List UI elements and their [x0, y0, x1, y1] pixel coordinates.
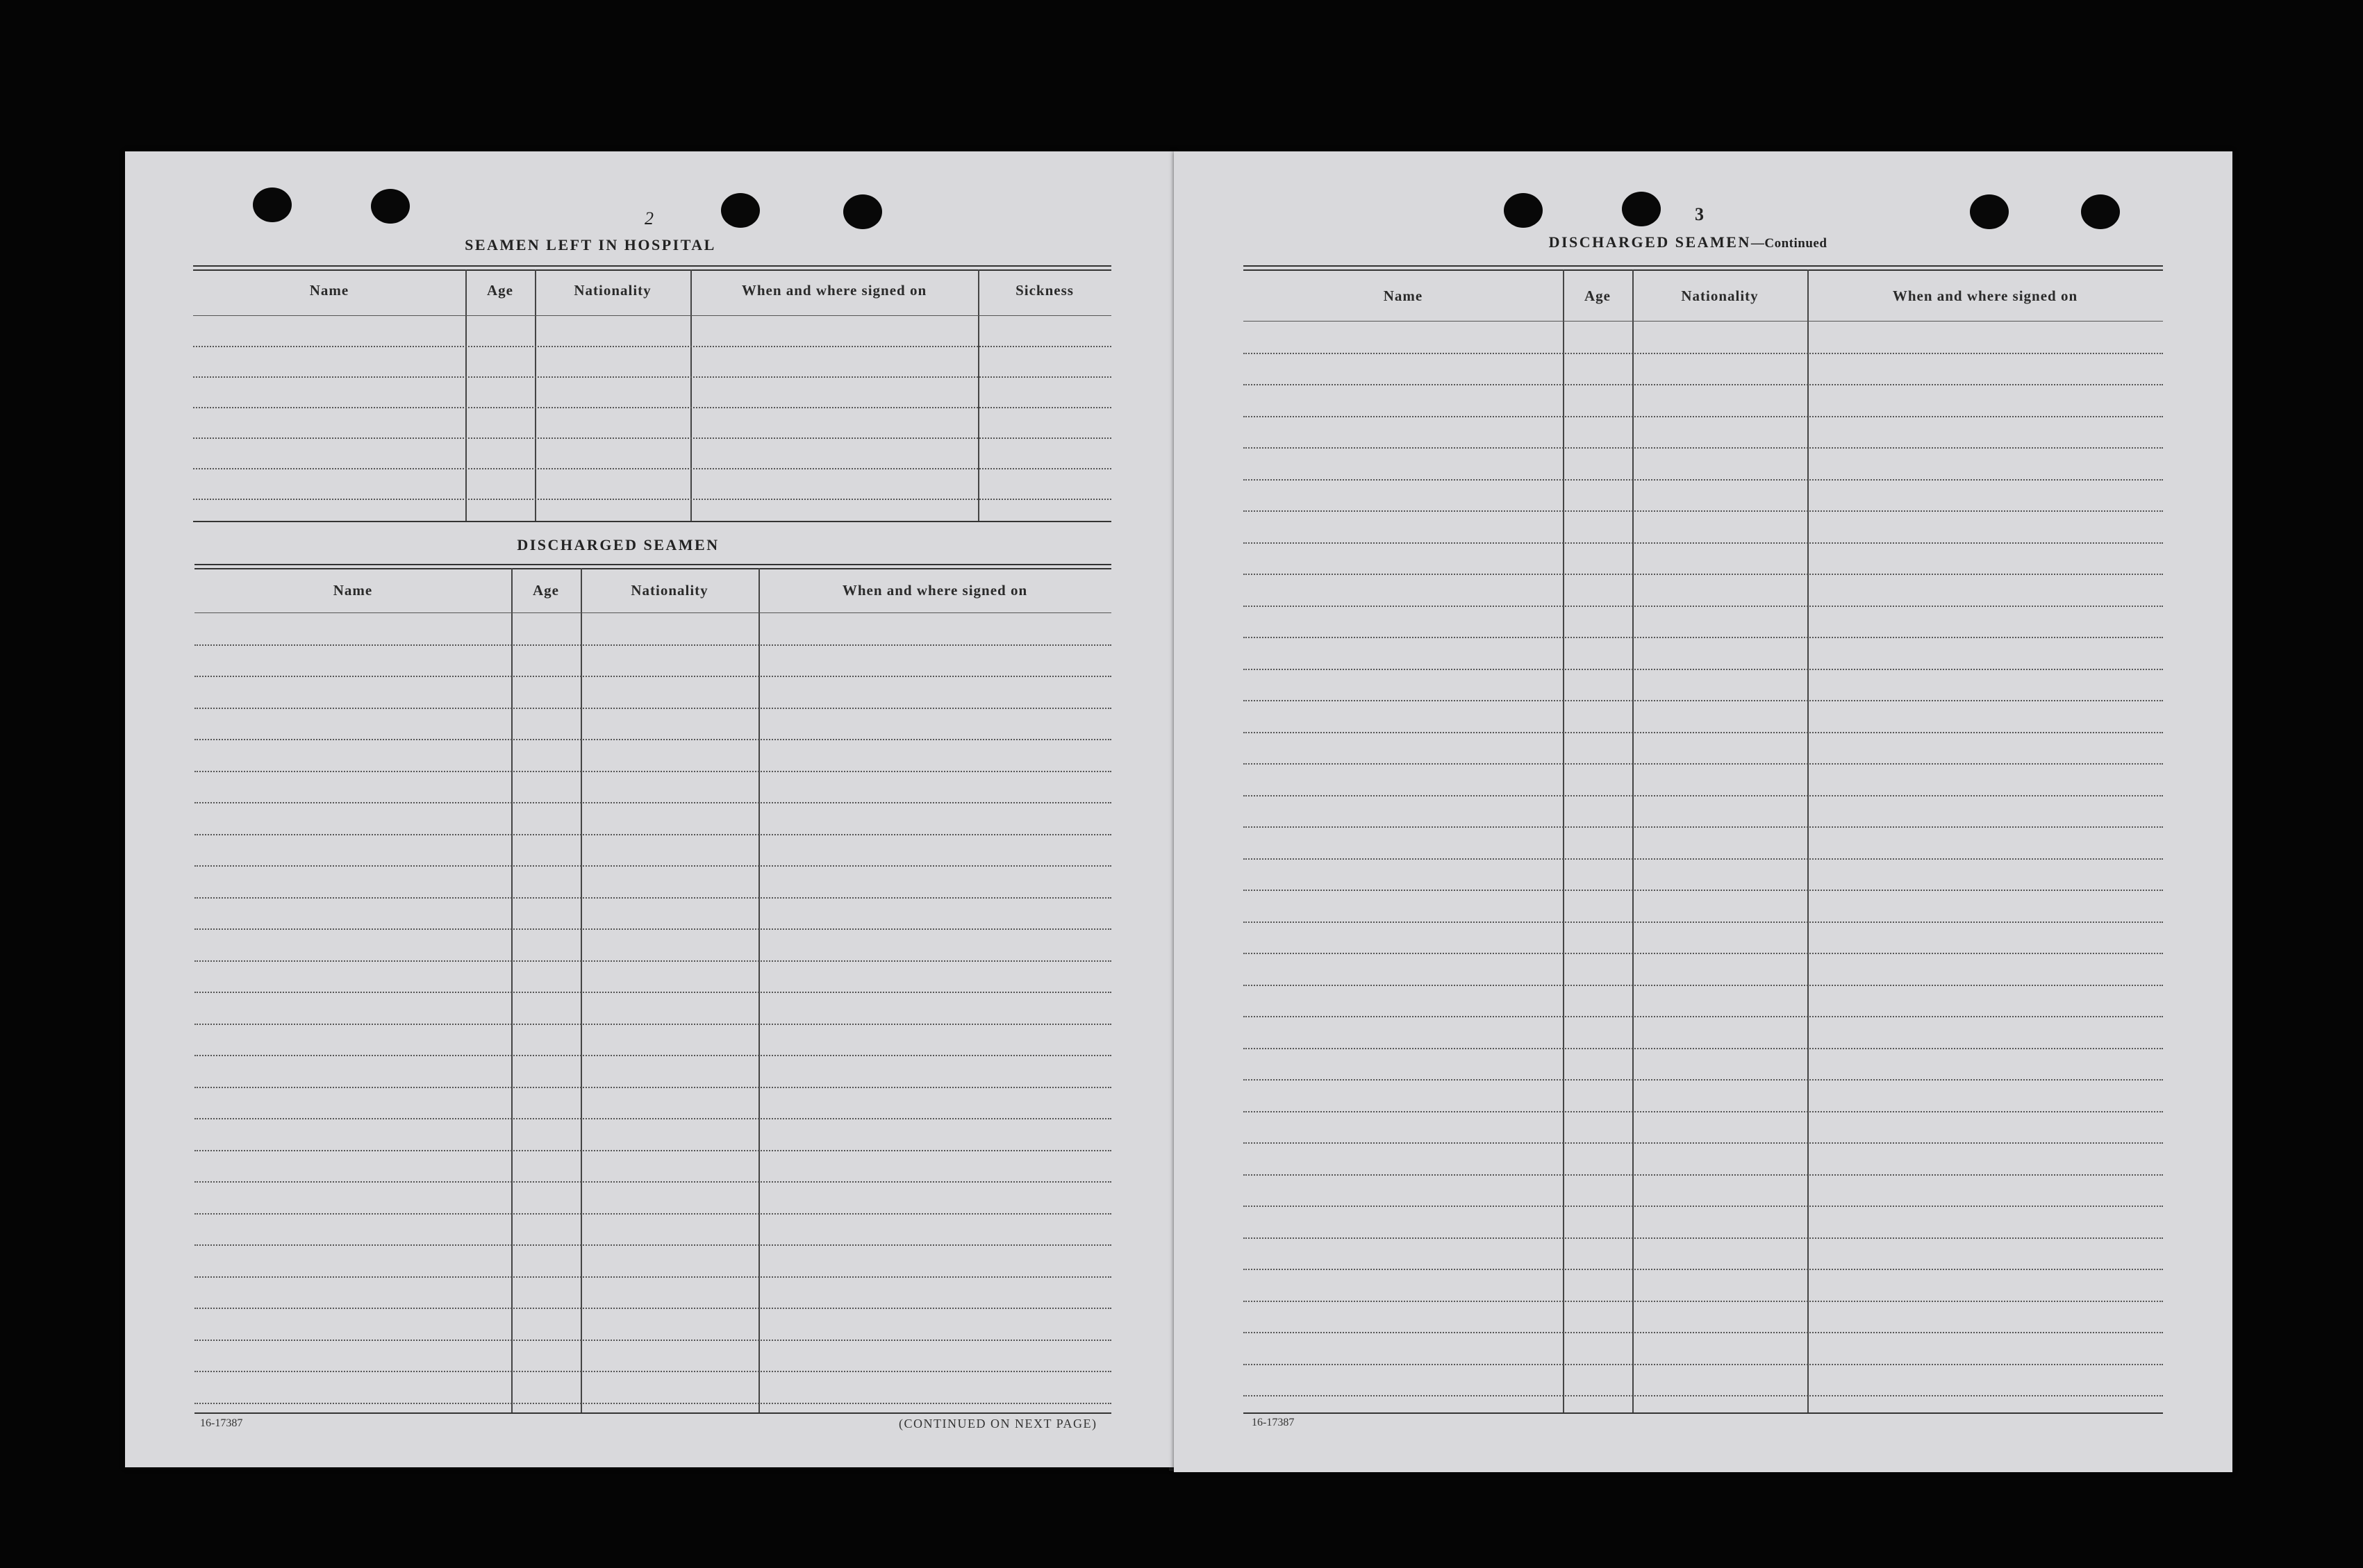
table-row — [194, 834, 1111, 835]
continued-section-title — [1473, 233, 1903, 251]
table-row — [193, 376, 1111, 378]
binder-hole — [1970, 194, 2009, 229]
column-divider — [465, 269, 467, 521]
table-row — [194, 1371, 1111, 1372]
right-page — [1174, 151, 2232, 1472]
table-row — [194, 992, 1111, 993]
column-divider — [581, 568, 582, 1412]
table-row — [1243, 1174, 2163, 1176]
column-header: Age — [533, 582, 559, 599]
column-divider — [1563, 269, 1564, 1412]
column-header: When and where signed on — [1892, 287, 2078, 304]
binder-hole — [843, 194, 882, 229]
header-rule — [194, 612, 1111, 613]
column-header: Name — [333, 582, 373, 599]
table-row — [194, 1087, 1111, 1088]
table-row — [194, 1118, 1111, 1119]
table-row — [194, 928, 1111, 930]
table-row — [1243, 542, 2163, 544]
section-title-suffix: —Continued — [1750, 236, 1827, 251]
column-header: When and where signed on — [741, 282, 927, 299]
binder-hole — [1622, 192, 1661, 226]
binder-hole — [721, 193, 760, 228]
table-row — [193, 437, 1111, 439]
table-row — [1243, 826, 2163, 828]
table-row — [1243, 1395, 2163, 1396]
table-top-rule — [1243, 265, 2163, 271]
table-row — [193, 468, 1111, 469]
column-header: Name — [309, 282, 349, 299]
table-row — [193, 499, 1111, 500]
column-divider — [1632, 269, 1634, 1412]
page-number: 3 — [1695, 204, 1704, 224]
table-row — [1243, 1048, 2163, 1049]
table-row — [194, 1150, 1111, 1151]
table-row — [1243, 1332, 2163, 1333]
table-row — [1243, 700, 2163, 701]
table-row — [194, 739, 1111, 740]
continuation-note: (CONTINUED ON NEXT PAGE) — [899, 1417, 1097, 1431]
table-row — [1243, 479, 2163, 481]
table-row — [1243, 1301, 2163, 1302]
table-row — [1243, 384, 2163, 385]
column-header: Nationality — [1681, 287, 1759, 304]
table-row — [1243, 1016, 2163, 1017]
table-row — [194, 1403, 1111, 1404]
table-bottom-rule — [1243, 1412, 2163, 1414]
column-header: When and where signed on — [842, 582, 1028, 599]
table-row — [194, 1055, 1111, 1056]
column-header: Age — [1584, 287, 1611, 304]
table-row — [1243, 985, 2163, 986]
left-page — [125, 151, 1174, 1467]
table-row — [194, 1181, 1111, 1183]
table-row — [194, 1024, 1111, 1025]
column-header: Nationality — [574, 282, 652, 299]
table-row — [1243, 953, 2163, 954]
table-top-rule — [193, 265, 1111, 271]
table-row — [1243, 574, 2163, 575]
table-row — [1243, 669, 2163, 670]
table-row — [1243, 1111, 2163, 1112]
table-row — [194, 1213, 1111, 1215]
column-divider — [535, 269, 536, 521]
column-header: Sickness — [1015, 282, 1074, 299]
table-row — [194, 960, 1111, 962]
table-row — [1243, 890, 2163, 891]
binder-hole — [253, 187, 292, 222]
table-row — [193, 346, 1111, 347]
header-rule — [1243, 321, 2163, 322]
column-header: Age — [487, 282, 513, 299]
table-row — [1243, 921, 2163, 923]
table-bottom-rule — [194, 1412, 1111, 1414]
table-row — [194, 1276, 1111, 1278]
table-row — [1243, 732, 2163, 733]
table-row — [1243, 1206, 2163, 1207]
table-row — [194, 802, 1111, 803]
hospital-section-title: SEAMEN LEFT IN HOSPITAL — [465, 236, 716, 253]
table-row — [1243, 858, 2163, 860]
table-row — [1243, 353, 2163, 354]
table-row — [1243, 1237, 2163, 1239]
table-row — [194, 1244, 1111, 1246]
table-row — [1243, 763, 2163, 765]
column-divider — [1807, 269, 1809, 1412]
table-row — [1243, 1269, 2163, 1270]
table-row — [1243, 637, 2163, 638]
table-top-rule — [194, 564, 1111, 569]
table-bottom-rule — [193, 521, 1111, 522]
table-row — [194, 676, 1111, 677]
form-number: 16-17387 — [200, 1417, 243, 1429]
table-row — [194, 771, 1111, 772]
binder-hole — [371, 189, 410, 224]
table-row — [194, 865, 1111, 867]
form-number: 16-17387 — [1252, 1417, 1295, 1428]
table-row — [1243, 447, 2163, 449]
section-title-text: DISCHARGED SEAMEN — [1548, 233, 1751, 251]
table-row — [1243, 1142, 2163, 1144]
table-row — [1243, 416, 2163, 417]
table-row — [1243, 795, 2163, 796]
table-row — [194, 897, 1111, 899]
column-divider — [758, 568, 760, 1412]
header-rule — [193, 315, 1111, 316]
discharged-section-title: DISCHARGED SEAMEN — [517, 536, 720, 553]
column-header: Nationality — [631, 582, 708, 599]
column-divider — [511, 568, 513, 1412]
column-divider — [690, 269, 692, 521]
table-row — [194, 708, 1111, 709]
table-row — [193, 407, 1111, 408]
binder-hole — [1504, 193, 1543, 228]
page-number: 2 — [645, 208, 654, 228]
binder-hole — [2081, 194, 2120, 229]
table-row — [1243, 1079, 2163, 1081]
table-row — [1243, 606, 2163, 607]
column-divider — [978, 269, 979, 521]
table-row — [1243, 510, 2163, 512]
table-row — [1243, 1364, 2163, 1365]
table-row — [194, 1340, 1111, 1341]
table-row — [194, 644, 1111, 646]
column-header: Name — [1383, 287, 1423, 304]
table-row — [194, 1308, 1111, 1309]
